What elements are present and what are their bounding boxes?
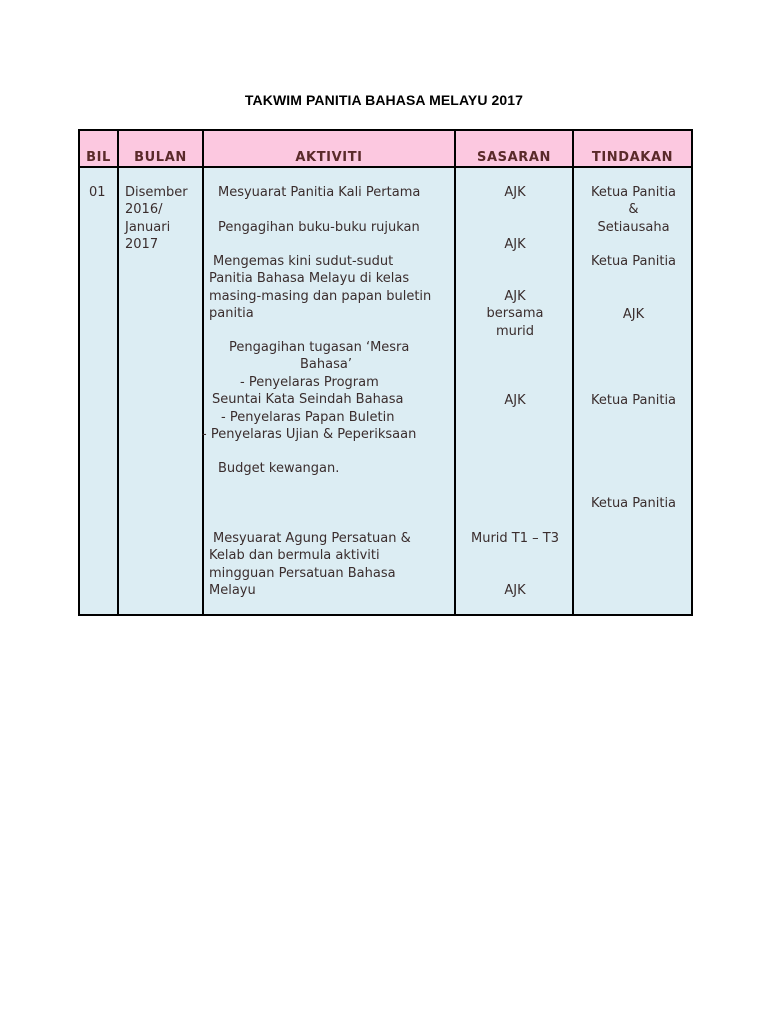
activity-line: Melayu [209,583,256,599]
activity-line: Panitia Bahasa Melayu di kelas [209,271,410,287]
activity-line: Mesyuarat Agung Persatuan & [213,531,411,546]
activity-line: masing-masing dan papan buletin [209,288,432,304]
cell-bulan [118,167,203,615]
activity-line: Budget kewangan. [218,461,340,476]
bulan-line: Januari [125,219,171,235]
header-bil: BIL [79,130,118,167]
activity-line: Bahasa’ [300,357,352,373]
document-title: TAKWIM PANITIA BAHASA MELAYU 2017 [244,92,524,108]
activity-line: - Penyelaras Papan Buletin [221,409,395,425]
bulan-line: Disember [125,185,188,200]
target-line: AJK [504,393,526,408]
action-line: Ketua Panitia [590,185,677,200]
action-line: Ketua Panitia [590,393,677,408]
header-bulan: BULAN [118,130,203,167]
action-line: Ketua Panitia [590,254,677,269]
action-line: & [628,202,639,218]
header-sasaran: SASARAN [455,130,573,167]
table-row [79,167,692,615]
table-header-row [79,130,692,167]
target-line: AJK [504,289,526,304]
cell-bil [79,167,118,615]
bulan-line: 2017 [125,237,159,253]
activity-line: Kelab dan bermula aktiviti [209,548,380,564]
activity-line: Mesyuarat Panitia Kali Pertama [218,185,421,200]
activity-line: Pengagihan buku-buku rujukan [218,220,420,235]
bulan-line: 2016/ [125,202,163,218]
target-line: murid [495,323,535,339]
action-line: Setiausaha [597,219,670,235]
action-line: AJK [622,307,645,322]
header-aktiviti: AKTIVITI [203,130,455,167]
bil-value: 01 [89,185,106,200]
cell-aktiviti [203,167,455,615]
activity-line: panitia [209,306,254,322]
header-tindakan: TINDAKAN [573,130,692,167]
activity-line: Pengagihan tugasan ‘Mesra [229,340,410,355]
target-line: Murid T1 – T3 [471,531,559,546]
cell-sasaran [455,167,573,615]
activity-line: Seuntai Kata Seindah Bahasa [212,392,404,408]
target-line: bersama [486,306,544,322]
activity-line: - Penyelaras Program [240,374,379,390]
target-line: AJK [504,237,526,252]
action-line: Ketua Panitia [590,496,677,511]
cell-tindakan [573,167,692,615]
target-line: AJK [504,583,526,598]
activity-line: Mengemas kini sudut-sudut [213,254,394,269]
activity-line: mingguan Persatuan Bahasa [209,565,396,581]
activity-line: - Penyelaras Ujian & Peperiksaan [202,427,417,442]
target-line: AJK [504,185,526,200]
calendar-table [78,129,693,616]
